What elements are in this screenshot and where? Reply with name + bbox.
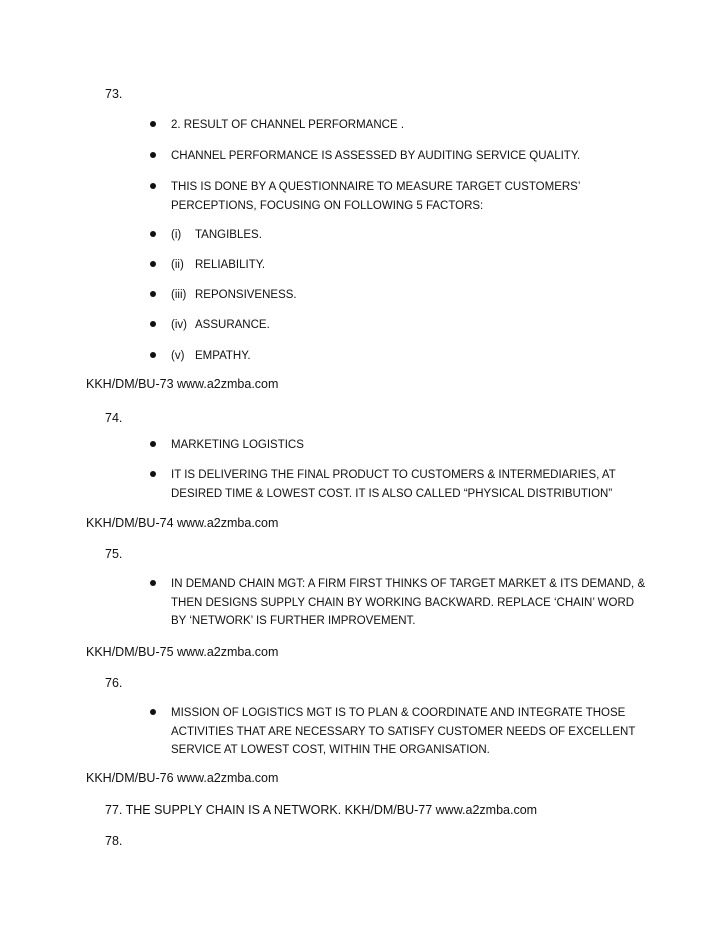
list-item: (iv) ASSURANCE. [150, 316, 650, 335]
list-item: MARKETING LOGISTICS [150, 436, 650, 455]
bullet-icon [150, 261, 156, 267]
section-number: 73. [105, 87, 123, 101]
list-item: IN DEMAND CHAIN MGT: A FIRM FIRST THINKS OF TARGET MARKET & ITS DEMAND, & THEN DESIGNS SUPPLY CHAIN BY WORKING BACKWARD. REPLACE ‘CHAIN’ WORD BY ‘NETWORK’ IS FURTHER IMPROVEMENT. [150, 575, 650, 631]
bullet-icon [150, 152, 156, 158]
bullet-icon [150, 231, 156, 237]
bullet-icon [150, 183, 156, 189]
page-footer: KKH/DM/BU-73 www.a2zmba.com [86, 377, 279, 391]
list-item: CHANNEL PERFORMANCE IS ASSESSED BY AUDITING SERVICE QUALITY. [150, 147, 650, 166]
bullet-icon [150, 352, 156, 358]
bullet-icon [150, 121, 156, 127]
page-footer: KKH/DM/BU-76 www.a2zmba.com [86, 771, 279, 785]
bullet-icon [150, 321, 156, 327]
list-item: (v) EMPATHY. [150, 347, 650, 366]
section-number: 74. [105, 411, 123, 425]
list-item: (i) TANGIBLES. [150, 226, 650, 245]
bullet-icon [150, 291, 156, 297]
list-item: 2. RESULT OF CHANNEL PERFORMANCE . [150, 116, 650, 135]
page-footer: KKH/DM/BU-74 www.a2zmba.com [86, 516, 279, 530]
list-item: IT IS DELIVERING THE FINAL PRODUCT TO CUSTOMERS & INTERMEDIARIES, AT DESIRED TIME & LOWEST COST. IT IS ALSO CALLED “PHYSICAL DISTRIBUTION” [150, 466, 650, 503]
bullet-icon [150, 709, 156, 715]
list-item: MISSION OF LOGISTICS MGT IS TO PLAN & COORDINATE AND INTEGRATE THOSE ACTIVITIES THAT ARE NECESSARY TO SATISFY CUSTOMER NEEDS OF EXCELLENT SERVICE AT LOWEST COST, WITHIN THE ORGANISATION. [150, 704, 650, 760]
section-line-77: 77. THE SUPPLY CHAIN IS A NETWORK. KKH/DM/BU-77 www.a2zmba.com [105, 803, 538, 817]
bullet-icon [150, 471, 156, 477]
page-footer: KKH/DM/BU-75 www.a2zmba.com [86, 645, 279, 659]
list-item: (iii) REPONSIVENESS. [150, 286, 650, 305]
list-item: (ii) RELIABILITY. [150, 256, 650, 275]
list-item: THIS IS DONE BY A QUESTIONNAIRE TO MEASURE TARGET CUSTOMERS’ PERCEPTIONS, FOCUSING ON FOLLOWING 5 FACTORS: [150, 178, 650, 215]
section-number: 75. [105, 547, 123, 561]
section-number: 76. [105, 676, 123, 690]
bullet-icon [150, 441, 156, 447]
bullet-icon [150, 580, 156, 586]
section-number: 78. [105, 834, 123, 848]
